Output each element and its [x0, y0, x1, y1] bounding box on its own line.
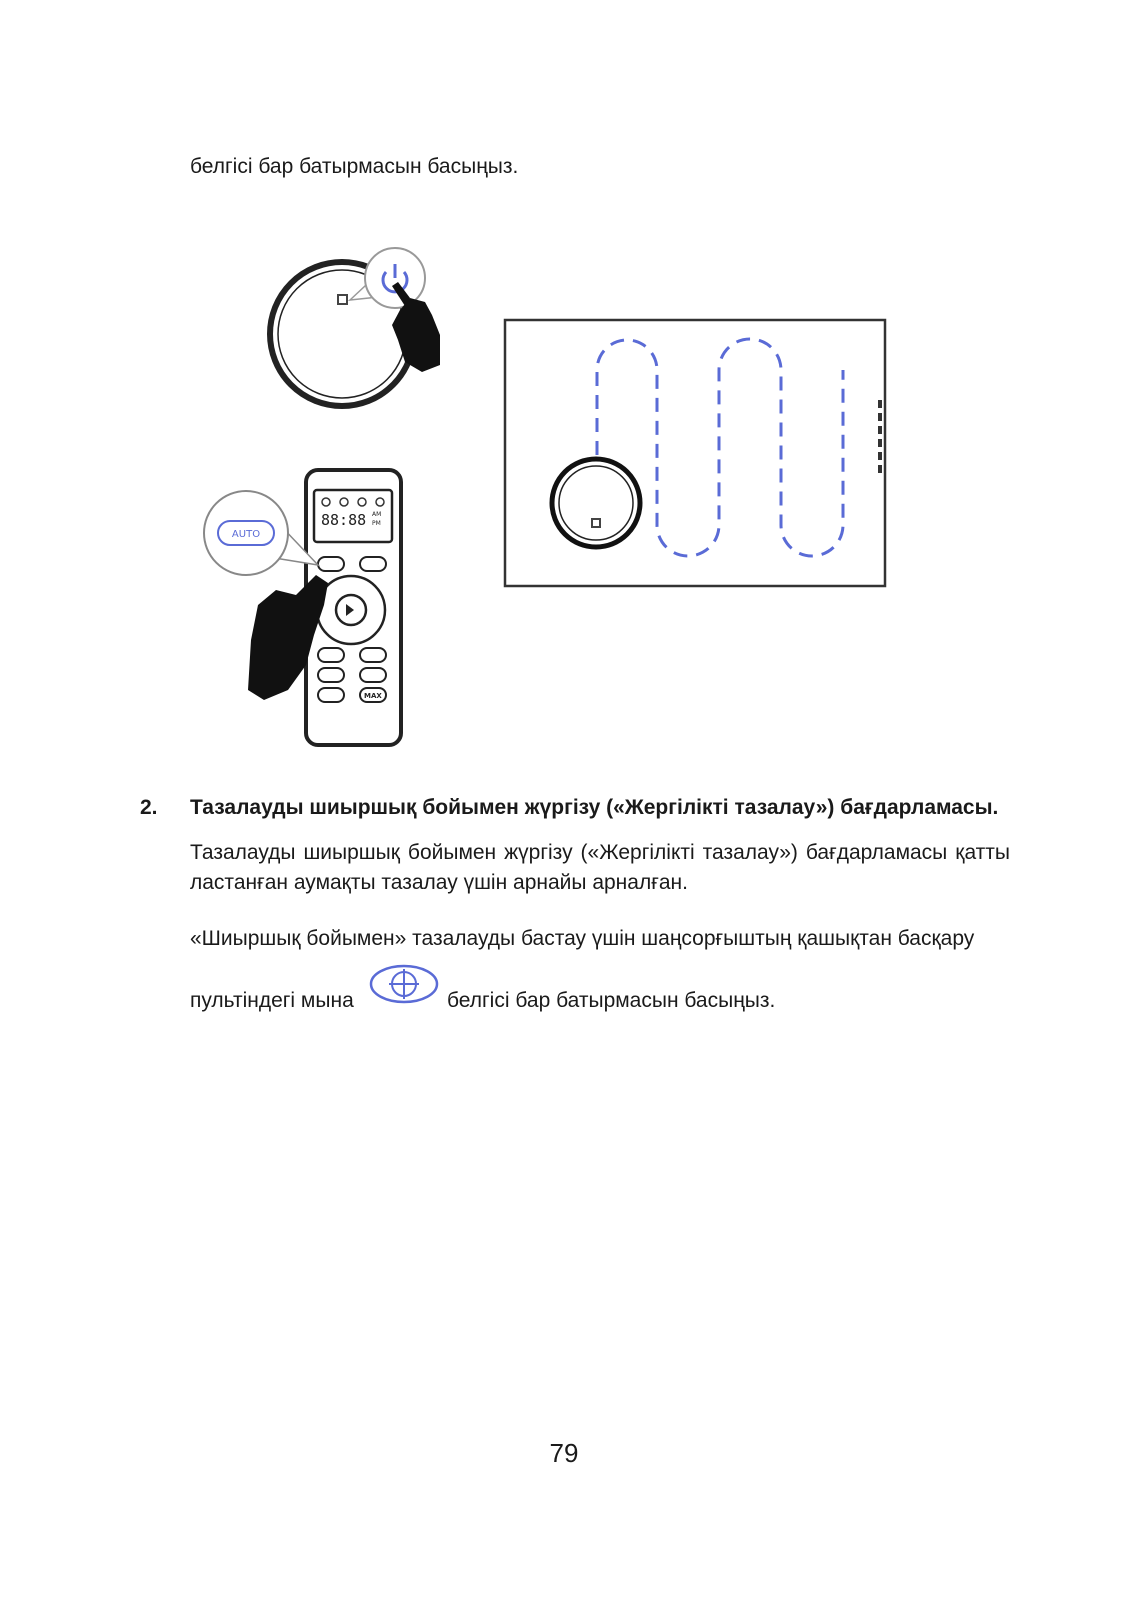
- section-paragraph-2-before-icon: пультіндегі мына: [190, 989, 354, 1012]
- section-paragraph-1: Тазалауды шиыршық бойымен жүргізу («Жергілікті тазалау») бағдарламасы қатты ластанған аумақты тазалау үшін арнайы арналған.: [190, 841, 1010, 894]
- remote-display-digits: 88:88: [321, 511, 367, 529]
- section-paragraph-2-after-icon: белгісі бар батырмасын басыңыз.: [447, 989, 776, 1012]
- section-title: Тазалауды шиыршық бойымен жүргізу («Жергілікті тазалау») бағдарламасы.: [190, 796, 999, 819]
- section-paragraph-2-line-1: «Шиыршық бойымен» тазалауды бастау үшін шаңсорғыштың қашықтан басқару: [190, 927, 975, 950]
- remote-max-label: MAX: [364, 692, 382, 700]
- remote-auto-illustration: [196, 465, 416, 750]
- remote-auto-label: AUTO: [231, 529, 261, 540]
- cleaning-path-illustration: [500, 315, 892, 595]
- robot-power-illustration: [260, 240, 460, 420]
- remote-display-pm: PM: [372, 520, 381, 527]
- intro-line: белгісі бар батырмасын басыңыз.: [190, 155, 519, 178]
- remote-display-am: AM: [372, 511, 382, 518]
- section-heading: [140, 796, 998, 820]
- spot-clean-icon: [368, 962, 440, 1008]
- page-number: 79: [549, 1438, 579, 1468]
- section-number: 2.: [140, 796, 158, 819]
